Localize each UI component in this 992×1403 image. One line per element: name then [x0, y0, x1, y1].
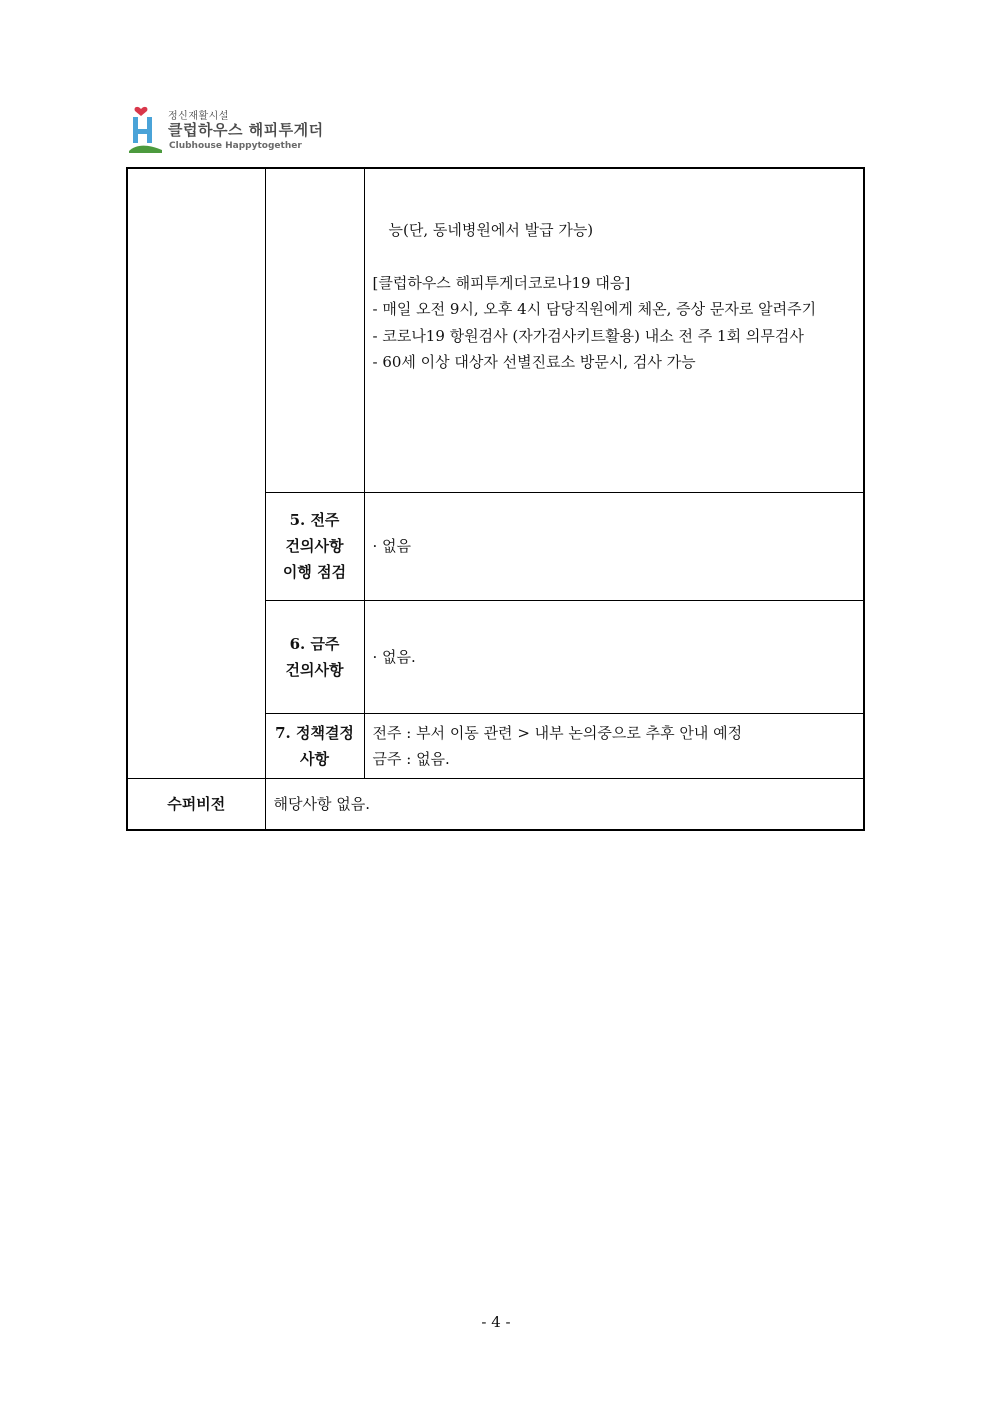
previous-suggestions-label: 5. 전주 건의사항 이행 점검	[265, 492, 364, 600]
supervision-row	[127, 778, 864, 830]
supervision-label: 수퍼비전	[127, 778, 265, 830]
covid-item: - 코로나19 항원검사 (자가검사키트활용) 내소 전 주 1회 의무검사	[372, 326, 804, 345]
page-number: - 4 -	[481, 1313, 511, 1331]
section-label-empty	[127, 168, 265, 778]
policy-decision-label: 7. 정책결정 사항	[265, 713, 364, 778]
logo-subtitle: 정신재활시설	[168, 111, 229, 122]
logo-english-name: Clubhouse Happytogether	[169, 141, 302, 151]
previous-suggestions-content: · 없음	[364, 492, 864, 600]
covid-item: - 60세 이상 대상자 선별진료소 방문시, 검사 가능	[372, 353, 696, 371]
clubhouse-logo	[128, 103, 328, 155]
supervision-content: 해당사항 없음.	[265, 778, 864, 830]
current-suggestions-content: · 없음.	[364, 600, 864, 713]
covid-item: - 매일 오전 9시, 오후 4시 담당직원에게 체온, 증상 문자로 알려주기	[372, 300, 817, 318]
current-suggestions-label: 6. 금주 건의사항	[265, 600, 364, 713]
logo-title: 클럽하우스 해피투게더	[168, 121, 324, 139]
covid-heading: [클럽하우스 해피투게더코로나19 대응]	[372, 273, 631, 292]
covid-response-content	[364, 168, 864, 492]
clubhouse-logo-icon	[128, 103, 164, 155]
meeting-minutes-table	[126, 167, 865, 831]
covid-response-row	[127, 168, 864, 492]
continued-line: 능(단, 동네병원에서 발급 가능)	[388, 221, 594, 239]
policy-decision-content: 전주 : 부서 이동 관련 > 내부 논의중으로 추후 안내 예정 금주 : 없음.	[364, 713, 864, 778]
item-label-empty	[265, 168, 364, 492]
